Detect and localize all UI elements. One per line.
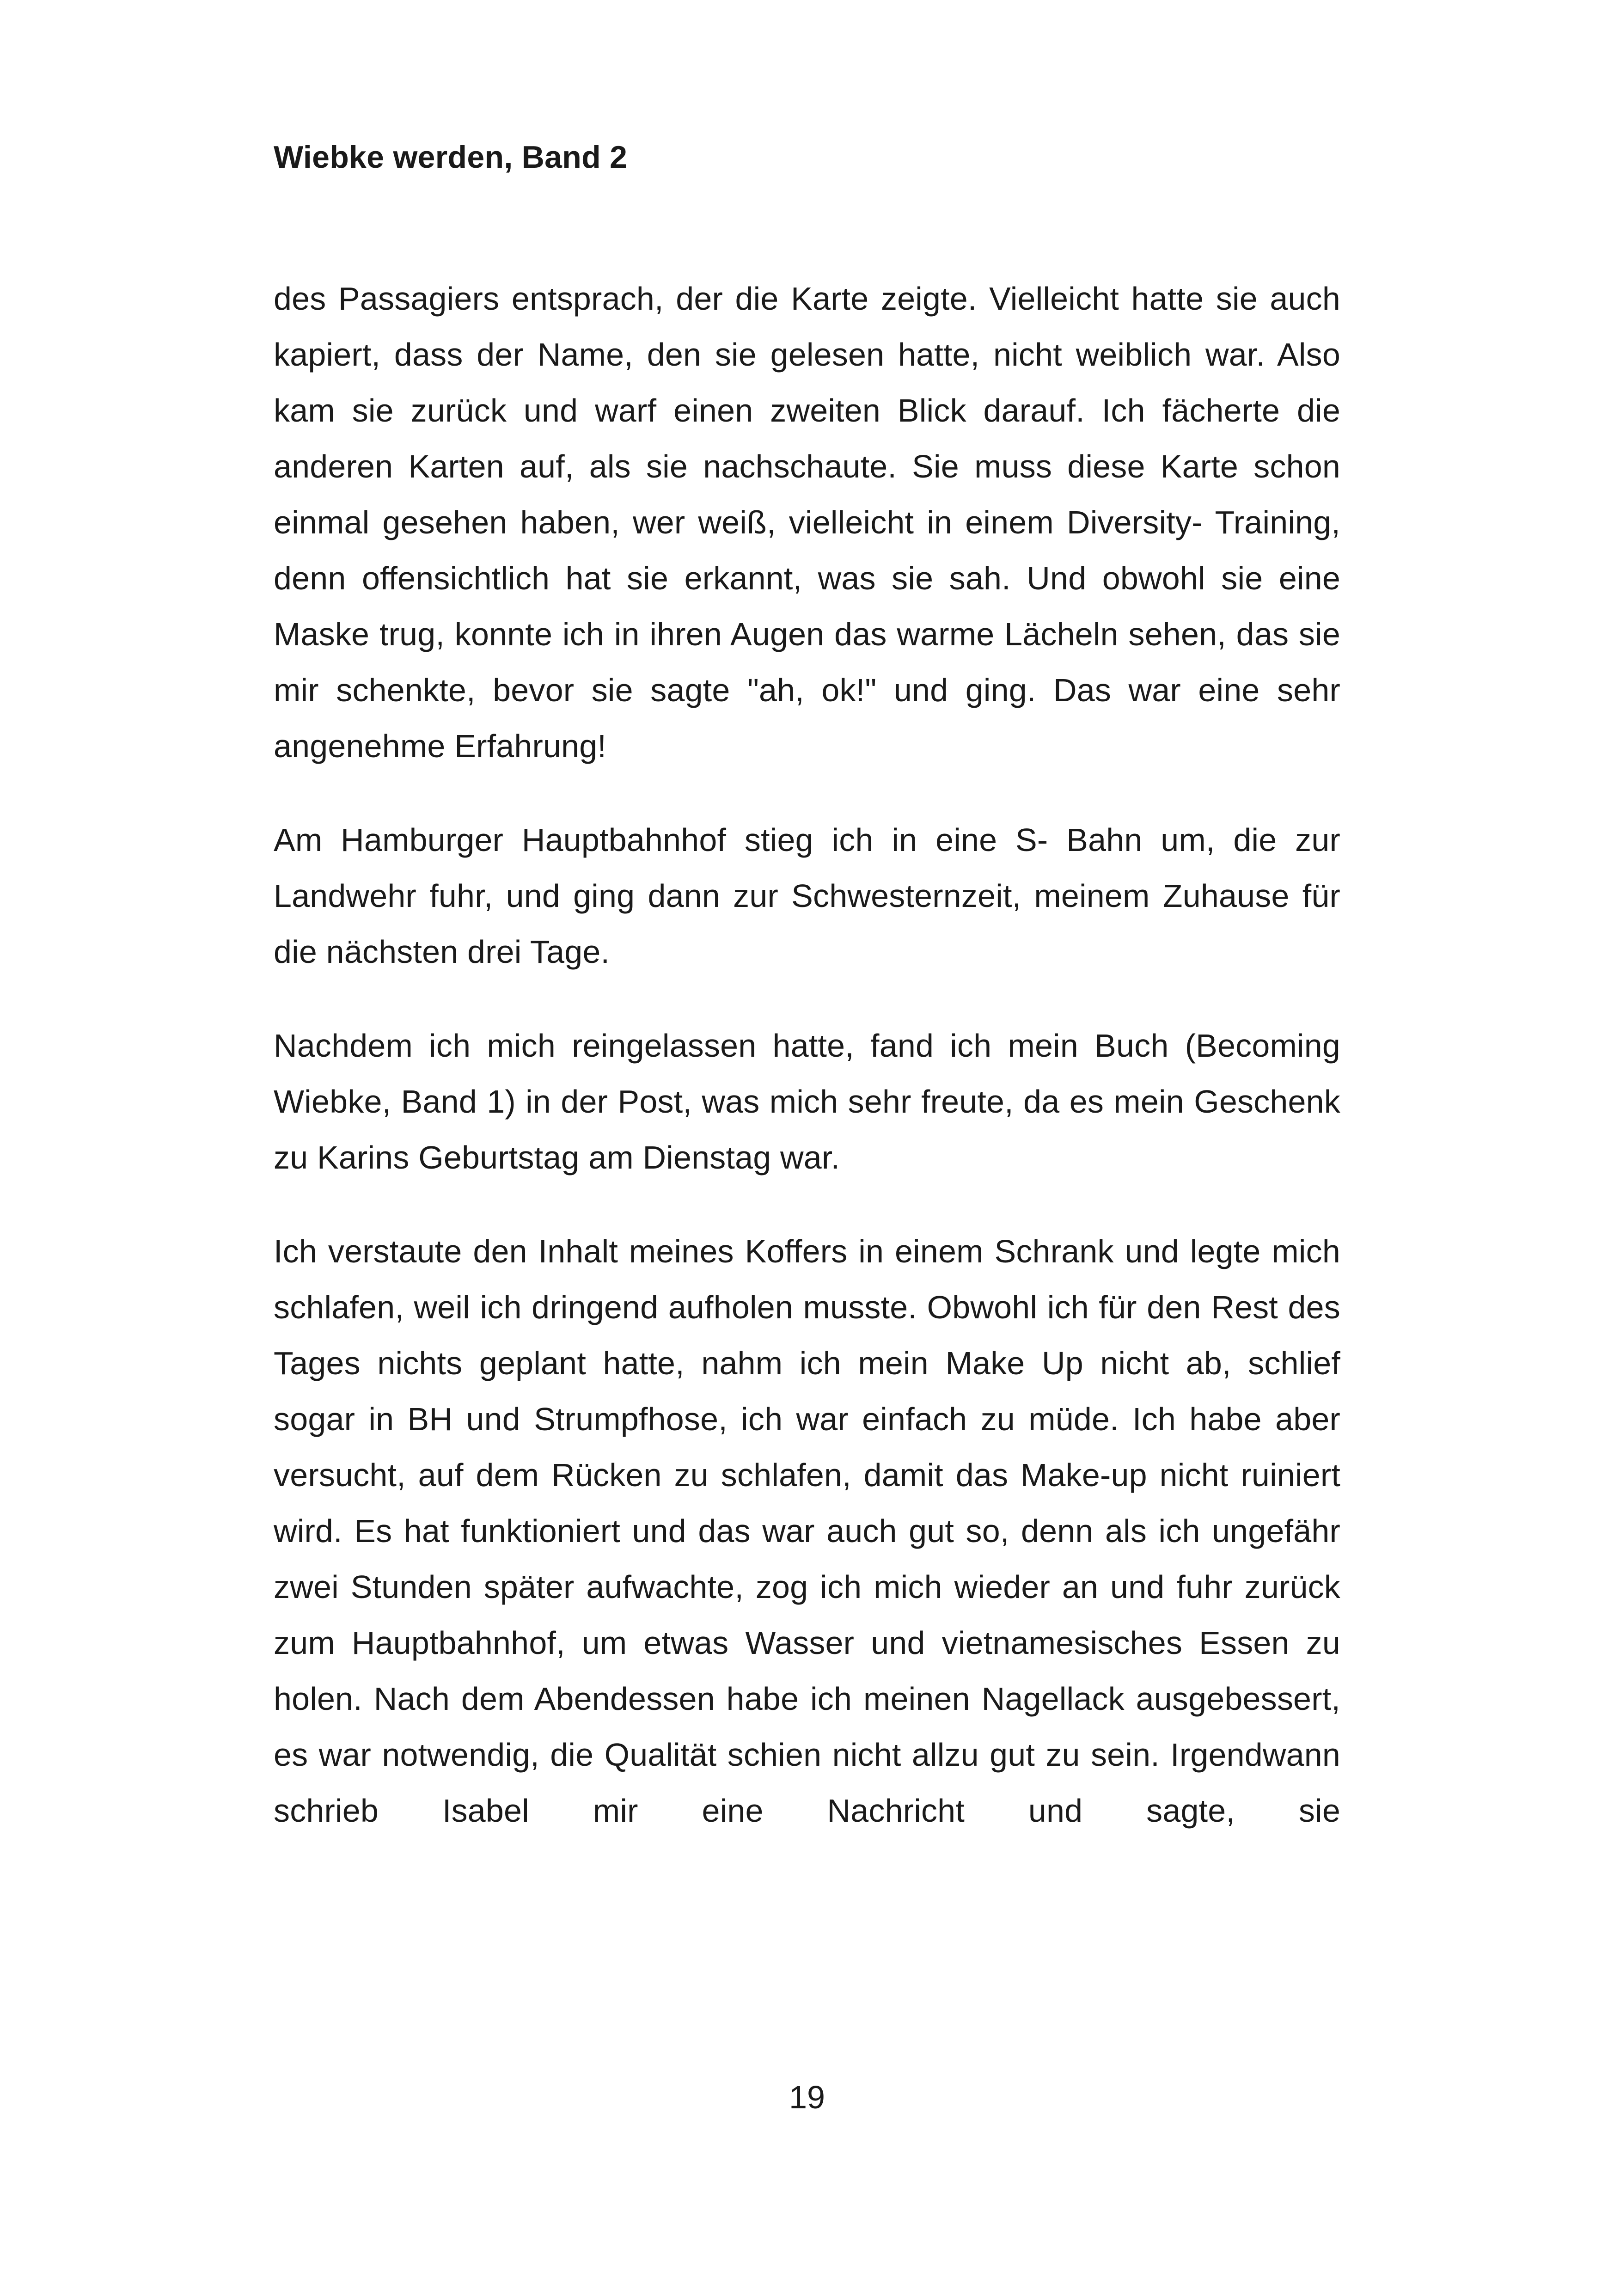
running-header-title: Wiebke werden, Band 2 (274, 140, 628, 175)
paragraph-4: Ich verstaute den Inhalt meines Koffers in einem Schrank und legte mich schlafen, weil ich dringend aufholen musste. Obwohl ich für den Rest des Tages nichts geplant hatte, nahm ich mein Make Up nicht ab, schlief sogar in BH und Strumpfhose, ich war einfach zu müde. Ich habe aber versucht, auf dem Rücken zu schlafen, damit das Make-up nicht ruiniert wird. Es hat funktioniert und das war auch gut so, denn als ich ungefähr zwei Stunden später aufwachte, zog ich mich wieder an und fuhr zurück zum Hauptbahnhof, um etwas Wasser und vietnamesisches Essen zu holen. Nach dem Abendessen habe ich meinen Nagellack ausgebessert, es war notwendig, die Qualität schien nicht allzu gut zu sein. Irgendwann schrieb Isabel mir eine Nachricht und sagte, sie (274, 1233, 1340, 1829)
paragraph-2: Am Hamburger Hauptbahnhof stieg ich in eine S- Bahn um, die zur Landwehr fuhr, und ging dann zur Schwesternzeit, meinem Zuhause für die nächsten drei Tage. (274, 822, 1340, 970)
page-number: 19 (789, 2079, 825, 2115)
body-text (274, 271, 1340, 1877)
paragraph-3: Nachdem ich mich reingelassen hatte, fand ich mein Buch (Becoming Wiebke, Band 1) in der Post, was mich sehr freute, da es mein Geschenk zu Karins Geburtstag am Dienstag war. (274, 1028, 1340, 1176)
paragraph-1: des Passagiers entsprach, der die Karte zeigte. Vielleicht hatte sie auch kapiert, dass der Name, den sie gelesen hatte, nicht weiblich war. Also kam sie zurück und warf einen zweiten Blick darauf. Ich fächerte die anderen Karten auf, als sie nachschaute. Sie muss diese Karte schon einmal gesehen haben, wer weiß, vielleicht in einem Diversity- Training, denn offensichtlich hat sie erkannt, was sie sah. Und obwohl sie eine Maske trug, konnte ich in ihren Augen das warme Lächeln sehen, das sie mir schenkte, bevor sie sagte "ah, ok!" und ging. Das war eine sehr angenehme Erfahrung! (274, 281, 1340, 764)
